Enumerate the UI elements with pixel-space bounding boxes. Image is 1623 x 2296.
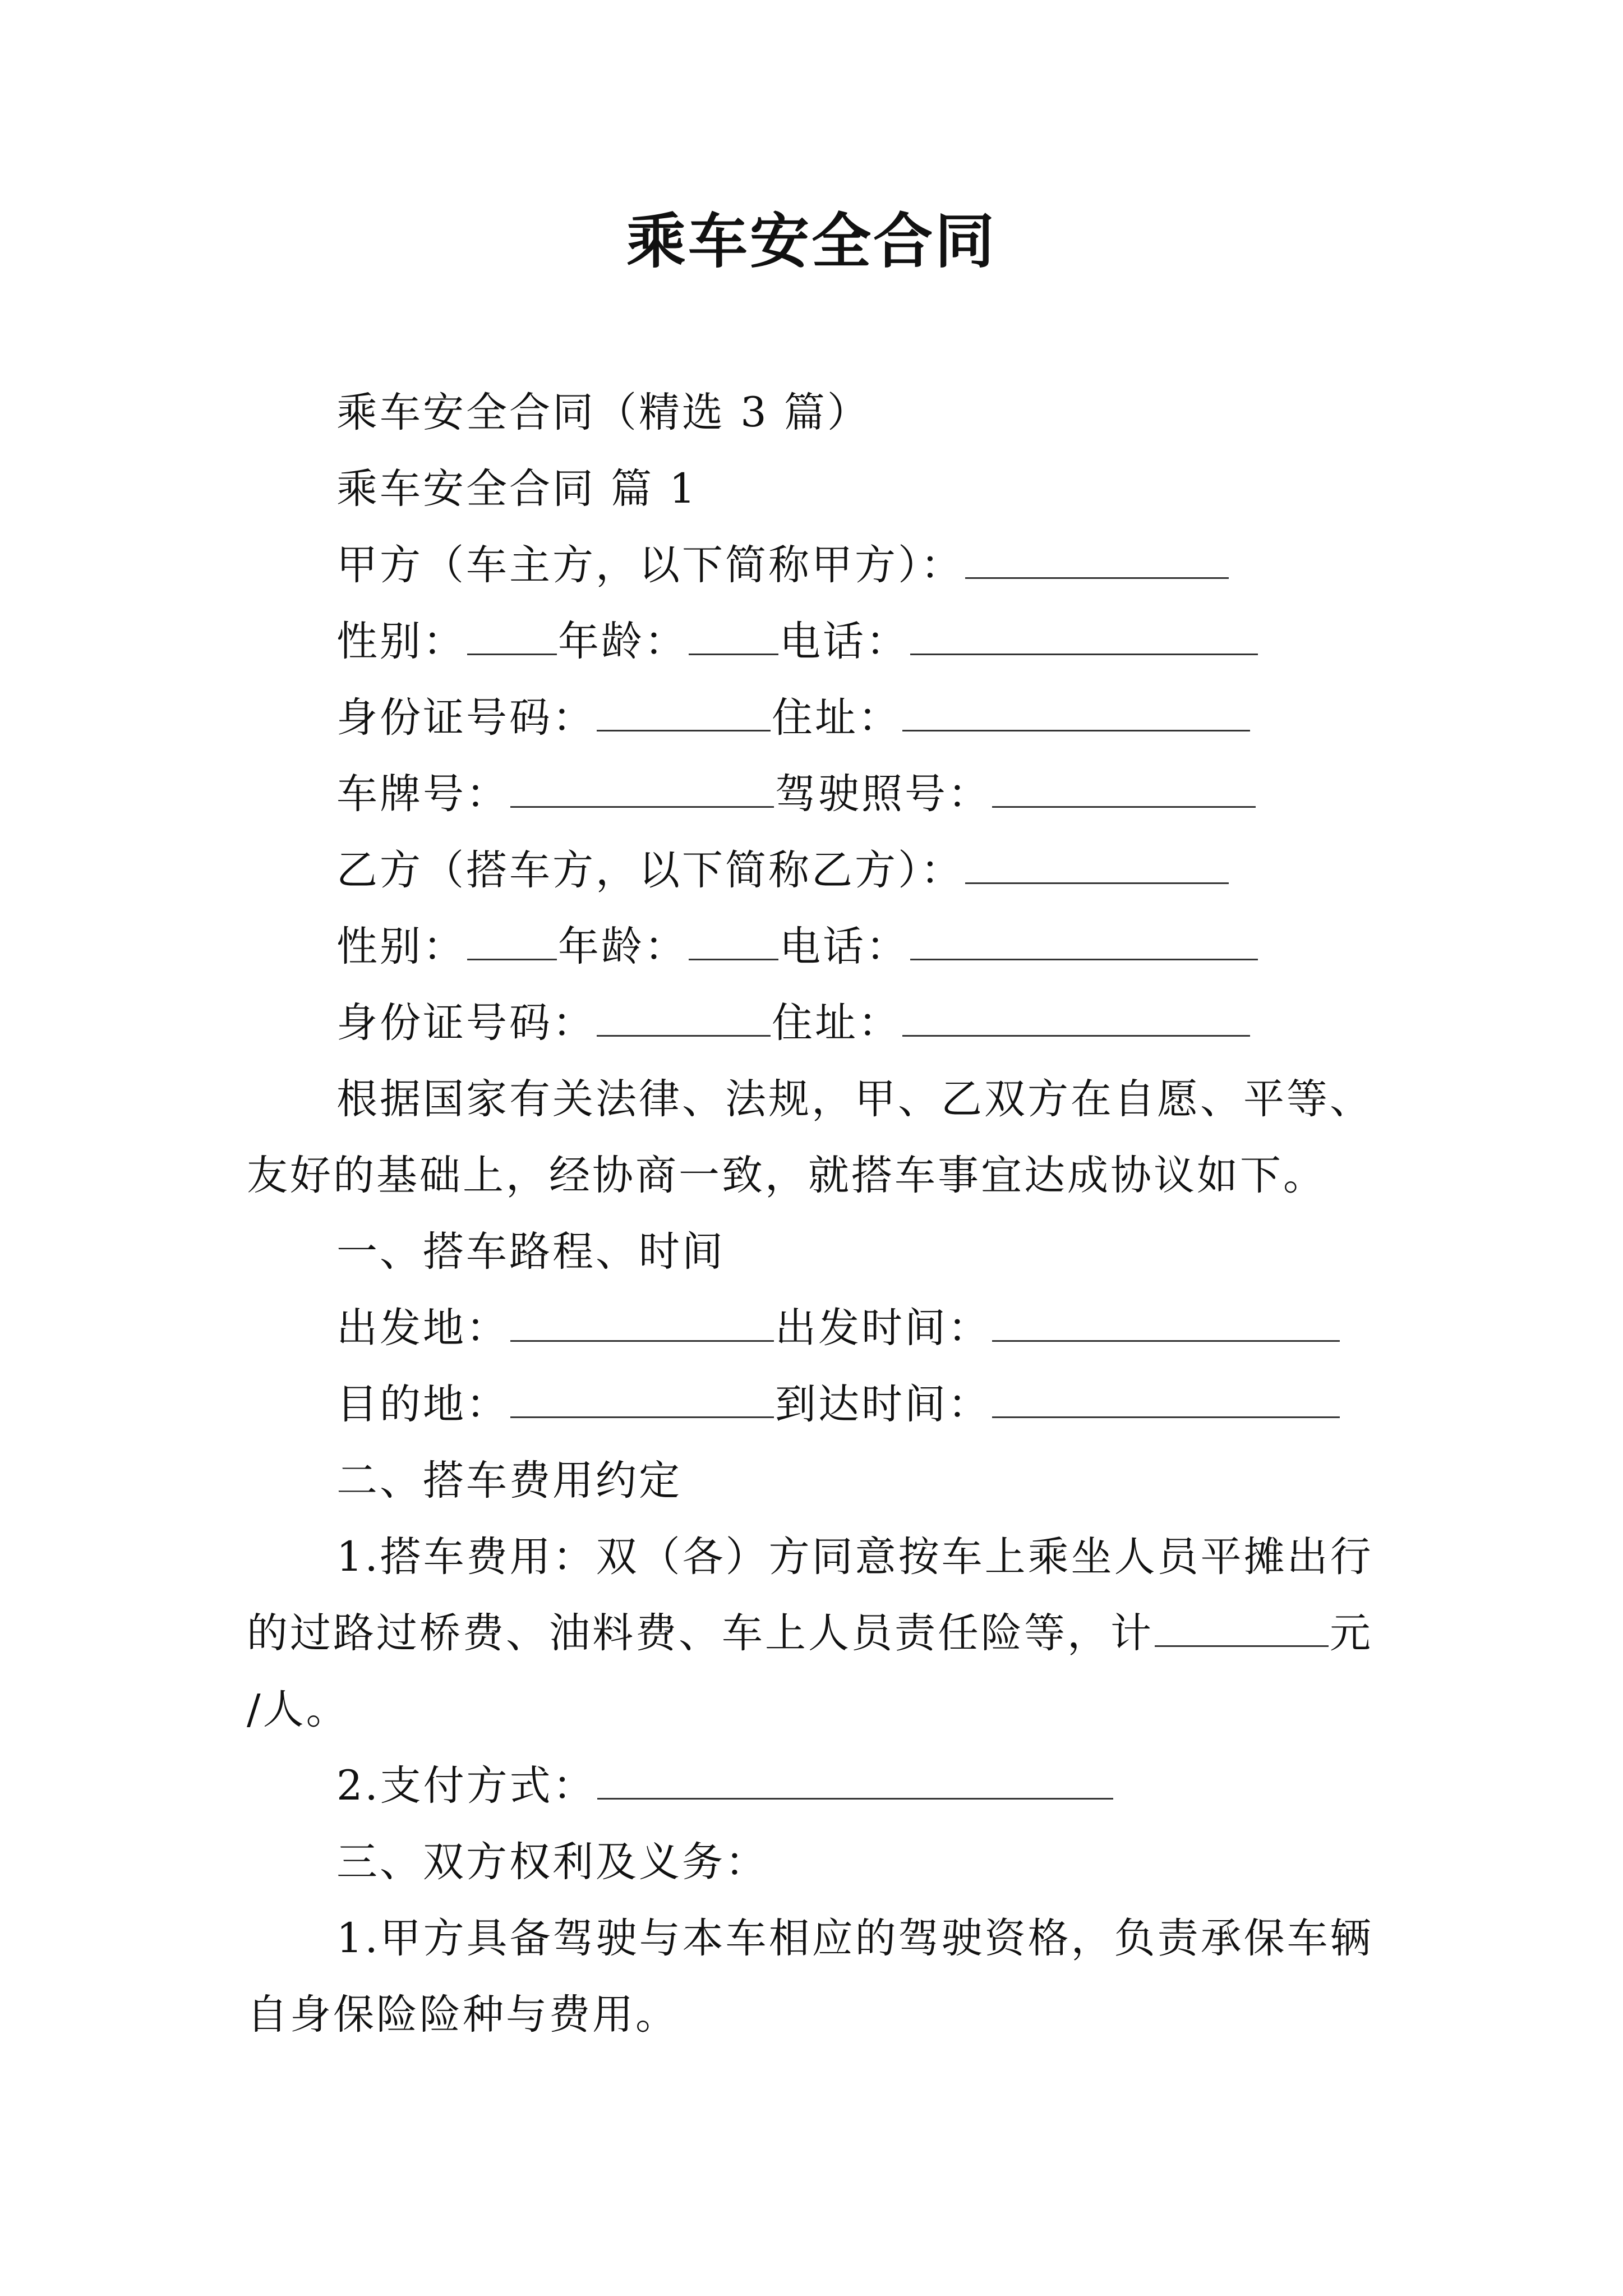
party-b-line: [247, 832, 1391, 909]
intro-paragraph-line-2: [247, 1138, 1391, 1214]
fee-text-3: /人。: [247, 1686, 349, 1733]
dest-label: 目的地：: [336, 1381, 509, 1428]
clause-heading-3-text: 三、双方权利及义务：: [336, 1838, 768, 1886]
party-b-label: 乙方（搭车方，以下简称乙方）：: [336, 846, 964, 894]
clause-heading-2-text: 二、搭车费用约定: [336, 1457, 682, 1504]
depart-place-blank[interactable]: [510, 1305, 774, 1342]
party-b-phone-blank[interactable]: [910, 924, 1258, 960]
subtitle-text: 乘车安全合同（精选 3 篇）: [336, 389, 870, 436]
destination-line: [247, 1366, 1391, 1443]
departure-line: [247, 1290, 1391, 1366]
plate-blank[interactable]: [510, 771, 774, 808]
party-b-gender-blank[interactable]: [467, 924, 557, 960]
dest-blank[interactable]: [510, 1382, 774, 1418]
fee-amount-blank[interactable]: [1155, 1611, 1329, 1647]
depart-place-label: 出发地：: [336, 1304, 509, 1352]
party-b-age-blank[interactable]: [689, 924, 778, 960]
license-label: 驾驶照号：: [775, 770, 991, 818]
party-a-address-blank[interactable]: [902, 695, 1250, 731]
party-b-gender-age-phone-line: [247, 909, 1391, 985]
payment-method-blank[interactable]: [597, 1763, 1113, 1800]
party-a-gender-age-phone-line: [247, 604, 1391, 680]
subtitle-line: [247, 375, 1391, 451]
address-label: 住址：: [772, 694, 901, 742]
clause-heading-1-text: 一、搭车路程、时间: [336, 1228, 725, 1276]
payment-label: 2.支付方式：: [336, 1762, 596, 1810]
party-a-age-blank[interactable]: [689, 619, 778, 655]
clause-heading-3: [247, 1824, 1391, 1901]
intro-text-2: 友好的基础上，经协商一致，就搭车事宜达成协议如下。: [247, 1152, 1326, 1199]
party-b-id-address-line: [247, 985, 1391, 1061]
age-label: 年龄：: [558, 923, 688, 970]
section-heading-line: [247, 451, 1391, 527]
party-b-address-blank[interactable]: [902, 1000, 1250, 1037]
document-title: 乘车安全合同: [626, 206, 997, 276]
party-a-line: [247, 527, 1391, 604]
fee-text-2b: 元: [1330, 1609, 1373, 1657]
clause-heading-1: [247, 1214, 1391, 1290]
arrive-time-blank[interactable]: [992, 1382, 1340, 1418]
duty-text-2: 自身保险险种与费用。: [247, 1991, 679, 2039]
party-a-name-blank[interactable]: [965, 542, 1229, 579]
fee-text-1: 1.搭车费用：双（各）方同意按车上乘坐人员平摊出行: [336, 1533, 1373, 1581]
plate-license-line: [247, 756, 1391, 832]
depart-time-blank[interactable]: [992, 1305, 1340, 1342]
arrive-time-label: 到达时间：: [775, 1381, 991, 1428]
party-a-phone-blank[interactable]: [910, 619, 1258, 655]
fee-text-2a: 的过路过桥费、油料费、车上人员责任险等，计: [247, 1609, 1154, 1657]
party-b-name-blank[interactable]: [965, 848, 1229, 884]
party-a-id-address-line: [247, 680, 1391, 756]
fee-line-2: [247, 1595, 1391, 1672]
fee-line-3: [247, 1672, 1391, 1748]
duty-line-1: [247, 1901, 1391, 1977]
id-label: 身份证号码：: [336, 999, 596, 1047]
license-blank[interactable]: [992, 771, 1256, 808]
address-label: 住址：: [772, 999, 901, 1047]
payment-line: [247, 1748, 1391, 1824]
document-body: [247, 375, 1391, 2053]
gender-label: 性别：: [336, 923, 466, 970]
duty-text-1: 1.甲方具备驾驶与本车相应的驾驶资格，负责承保车辆: [336, 1915, 1373, 1962]
duty-line-2: [247, 1977, 1391, 2053]
section-heading: 乘车安全合同 篇 1: [336, 465, 698, 513]
party-b-id-blank[interactable]: [597, 1000, 771, 1037]
intro-paragraph-line-1: [247, 1061, 1391, 1138]
depart-time-label: 出发时间：: [775, 1304, 991, 1352]
phone-label: 电话：: [780, 923, 909, 970]
party-a-gender-blank[interactable]: [467, 619, 557, 655]
clause-heading-2: [247, 1443, 1391, 1519]
intro-text-1: 根据国家有关法律、法规，甲、乙双方在自愿、平等、: [336, 1075, 1373, 1123]
fee-line-1: [247, 1519, 1391, 1595]
plate-label: 车牌号：: [336, 770, 509, 818]
id-label: 身份证号码：: [336, 694, 596, 742]
age-label: 年龄：: [558, 618, 688, 665]
party-a-label: 甲方（车主方，以下简称甲方）：: [336, 541, 964, 589]
gender-label: 性别：: [336, 618, 466, 665]
phone-label: 电话：: [780, 618, 909, 665]
party-a-id-blank[interactable]: [597, 695, 771, 731]
